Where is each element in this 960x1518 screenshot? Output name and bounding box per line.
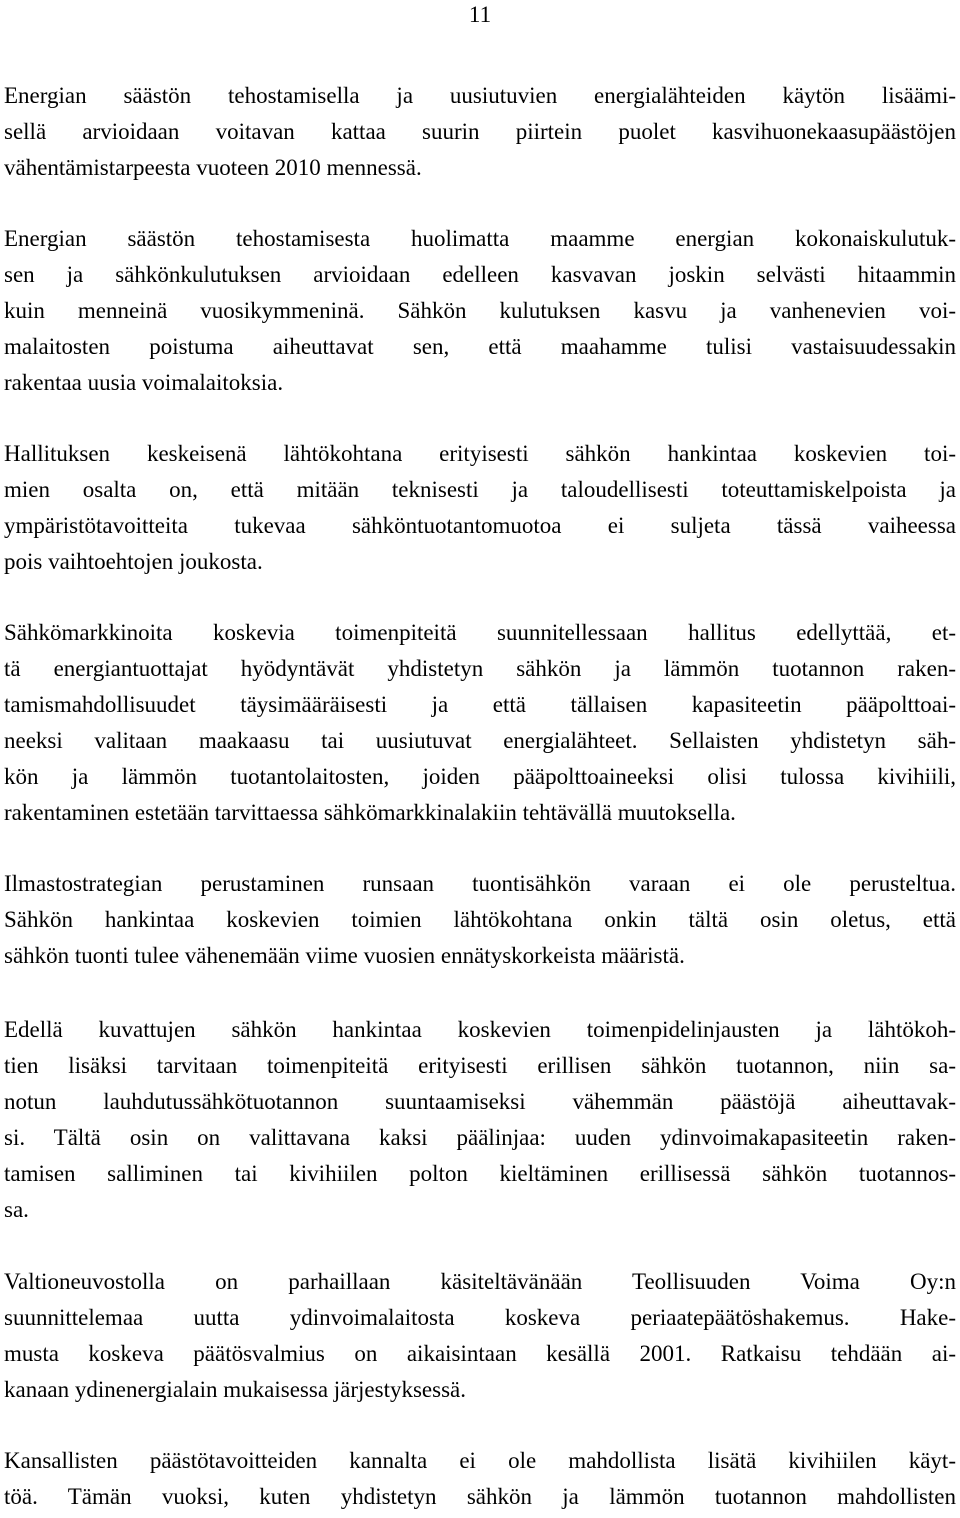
text-line: sa. [4, 1197, 29, 1222]
paragraph-government-starting-point [4, 436, 956, 580]
text-line: Sähkön hankintaa koskevien toimien lähtökohtana onkin tältä osin oletus, että [4, 907, 956, 932]
text-line: Energian säästön tehostamisesta huolimatta maamme energian kokonaiskulutuk- [4, 226, 956, 251]
text-line: musta koskeva päätösvalmius on aikaisintaan kesällä 2001. Ratkaisu tehdään ai- [4, 1341, 956, 1366]
paragraph-nuclear-application [4, 1264, 956, 1408]
text-line: notun lauhdutussähkötuotannon suuntaamiseksi vähemmän päästöjä aiheuttavak- [4, 1089, 956, 1114]
text-line: sen ja sähkönkulutuksen arvioidaan edelleen kasvavan joskin selvästi hitaammin [4, 262, 956, 287]
text-line: malaitosten poistuma aiheuttavat sen, että maahamme tulisi vastaisuudessakin [4, 334, 956, 359]
text-line: Ilmastostrategian perustaminen runsaan tuontisähkön varaan ei ole perusteltua. [4, 871, 956, 896]
text-line: sellä arvioidaan voitavan kattaa suurin piirtein puolet kasvihuonekaasupäästöjen [4, 119, 956, 144]
paragraph-separate-production [4, 1012, 956, 1228]
text-line: kön ja lämmön tuotantolaitosten, joiden pääpolttoaineeksi olisi tulossa kivihiili, [4, 764, 956, 789]
paragraph-energy-saving [4, 78, 956, 186]
text-line: tamisen salliminen tai kivihiilen polton kieltäminen erillisessä sähkön tuotannos- [4, 1161, 956, 1186]
text-line: Valtioneuvostolla on parhaillaan käsiteltävänään Teollisuuden Voima Oy:n [4, 1269, 956, 1294]
text-line: tien lisäksi tarvitaan toimenpiteitä erityisesti erillisen sähkön tuotannon, niin sa- [4, 1053, 956, 1078]
text-line: rakentaminen estetään tarvittaessa sähkömarkkinalakiin tehtävällä muutoksella. [4, 800, 736, 825]
text-line: pois vaihtoehtojen joukosta. [4, 549, 263, 574]
text-line: vähentämistarpeesta vuoteen 2010 mennessä. [4, 155, 422, 180]
text-line: ympäristötavoitteita tukevaa sähköntuotantomuotoa ei suljeta tässä vaiheessa [4, 513, 956, 538]
text-line: tamismahdollisuudet täysimääräisesti ja että tällaisen kapasiteetin pääpolttoai- [4, 692, 956, 717]
paragraph-consumption-growth [4, 221, 956, 401]
text-line: Edellä kuvattujen sähkön hankintaa koskevien toimenpidelinjausten ja lähtökoh- [4, 1017, 956, 1042]
text-line: Sähkömarkkinoita koskevia toimenpiteitä suunnitellessaan hallitus edellyttää, et- [4, 620, 956, 645]
text-line: si. Tältä osin on valittavana kaksi päälinjaa: uuden ydinvoimakapasiteetin raken- [4, 1125, 956, 1150]
text-line: töä. Tämän vuoksi, kuten yhdistetyn sähkön ja lämmön tuotannon mahdollisten [4, 1484, 956, 1509]
text-line: rakentaa uusia voimalaitoksia. [4, 370, 284, 395]
paragraph-electricity-markets [4, 615, 956, 831]
paragraph-national-targets [4, 1443, 956, 1515]
text-line: Kansallisten päästötavoitteiden kannalta ei ole mahdollista lisätä kivihiilen käyt- [4, 1448, 956, 1473]
paragraph-import-electricity [4, 866, 956, 974]
page-number: 11 [468, 2, 492, 27]
text-line: mien osalta on, että mitään teknisesti ja taloudellisesti toteuttamiskelpoista ja [4, 477, 956, 502]
text-line: suunnittelemaa uutta ydinvoimalaitosta koskeva periaatepäätöshakemus. Hake- [4, 1305, 956, 1330]
text-line: Hallituksen keskeisenä lähtökohtana erityisesti sähkön hankintaa koskevien toi- [4, 441, 956, 466]
text-line: tä energiantuottajat hyödyntävät yhdistetyn sähkön ja lämmön tuotannon raken- [4, 656, 956, 681]
text-line: sähkön tuonti tulee vähenemään viime vuosien ennätyskorkeista määristä. [4, 943, 685, 968]
text-line: kuin menneinä vuosikymmeninä. Sähkön kulutuksen kasvu ja vanhenevien voi- [4, 298, 956, 323]
text-line: neeksi valitaan maakaasu tai uusiutuvat energialähteet. Sellaisten yhdistetyn säh- [4, 728, 956, 753]
text-line: Energian säästön tehostamisella ja uusiutuvien energialähteiden käytön lisäämi- [4, 83, 956, 108]
text-line: kanaan ydinenergialain mukaisessa järjestyksessä. [4, 1377, 466, 1402]
